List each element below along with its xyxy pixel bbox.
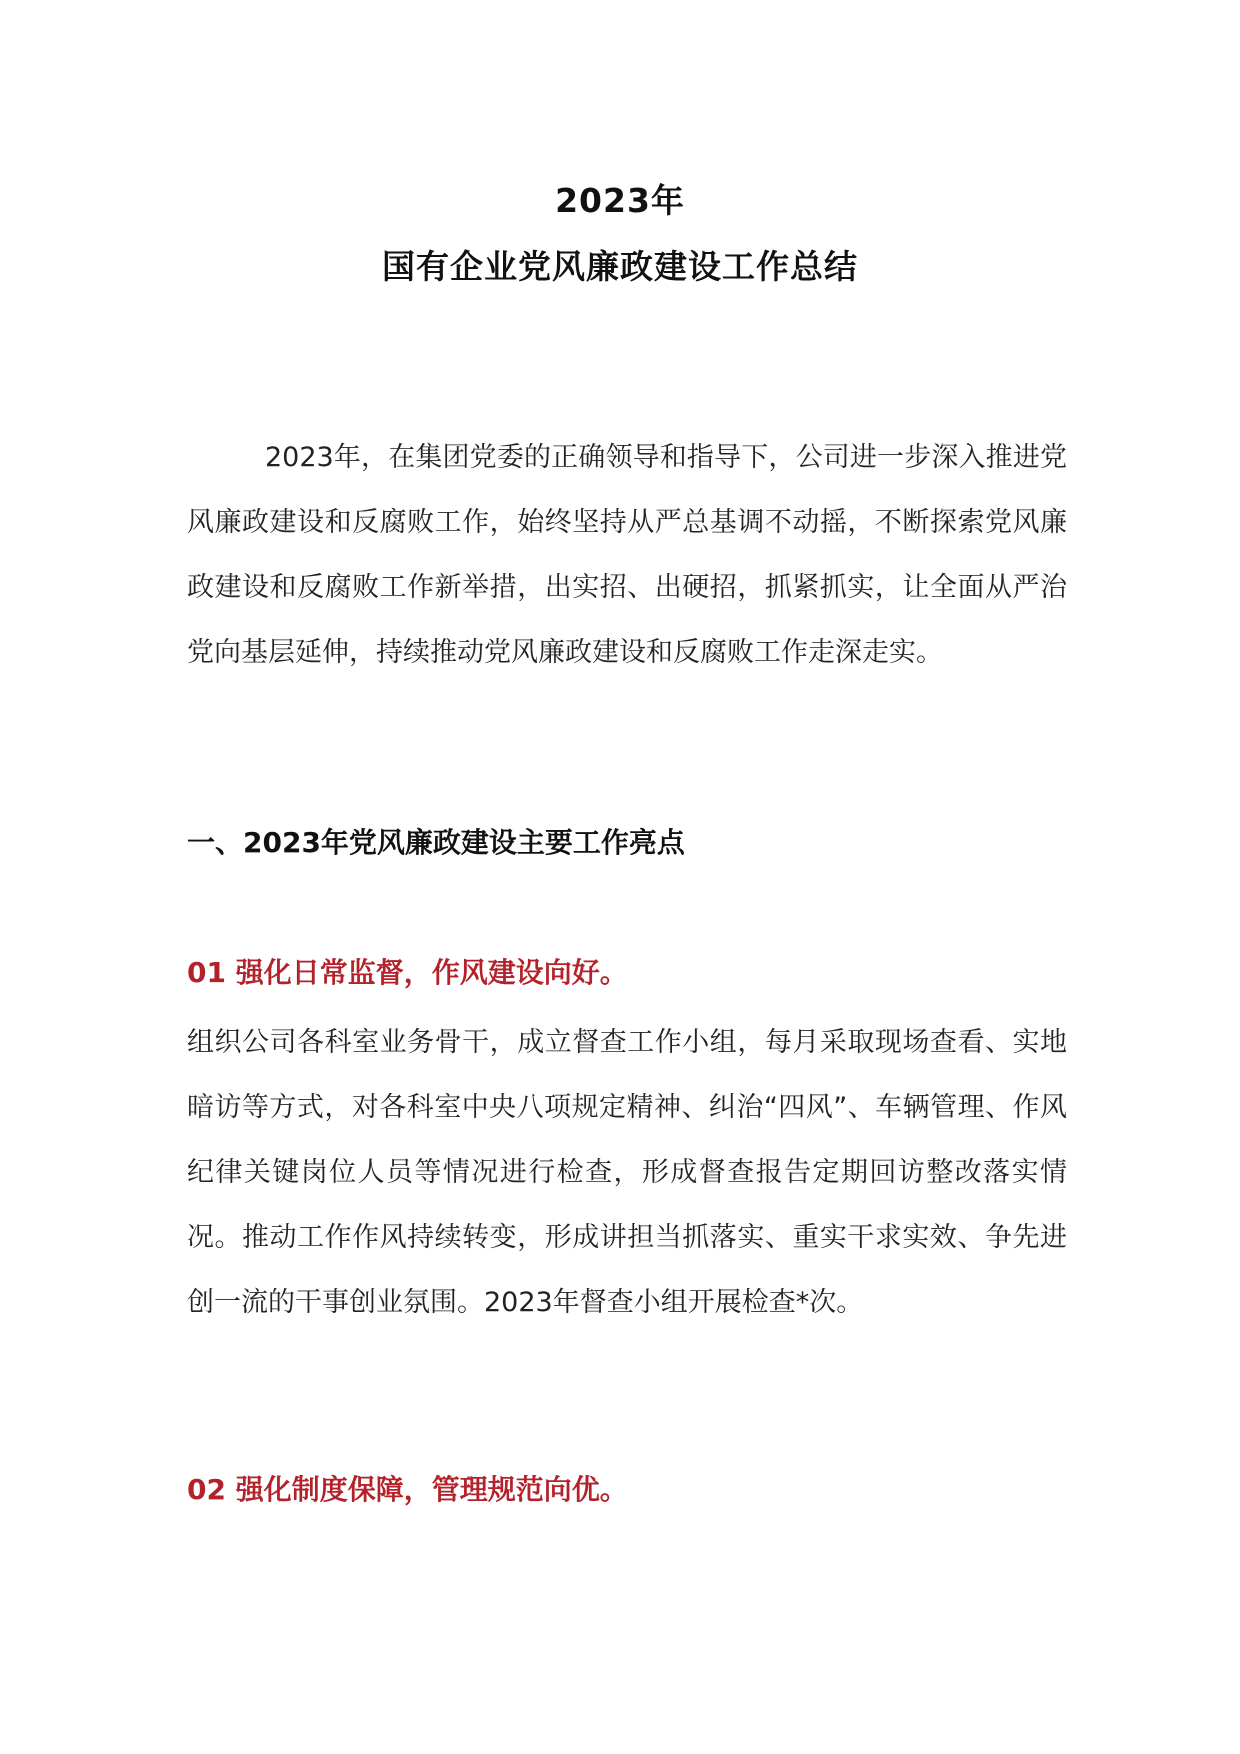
item-heading-01: 01 强化日常监督，作风建设向好。 (187, 956, 628, 989)
title-main: 国有企业党风廉政建设工作总结 (382, 247, 858, 286)
intro-paragraph: 2023年，在集团党委的正确领导和指导下，公司进一步深入推进党风廉政建设和反腐败工作，始终坚持从严总基调不动摇，不断探索党风廉政建设和反腐败工作新举措，出实招、出硬招，抓紧抓实，让全面从严治党向基层延伸，持续推动党风廉政建设和反腐败工作走深走实。 (187, 442, 1067, 668)
item-heading-02: 02 强化制度保障，管理规范向优。 (187, 1473, 628, 1506)
title-year: 2023年 (555, 181, 685, 220)
section-heading-1: 一、2023年党风廉政建设主要工作亮点 (187, 826, 685, 859)
document-title (0, 168, 1240, 300)
item-paragraph-01: 组织公司各科室业务骨干，成立督查工作小组，每月采取现场查看、实地暗访等方式，对各科室中央八项规定精神、纠治“四风”、车辆管理、作风纪律关键岗位人员等情况进行检查，形成督查报告定期回访整改落实情况。推动工作作风持续转变，形成讲担当抓落实、重实干求实效、争先进创一流的干事创业氛围。2023年督查小组开展检查*次。 (187, 1027, 1067, 1318)
